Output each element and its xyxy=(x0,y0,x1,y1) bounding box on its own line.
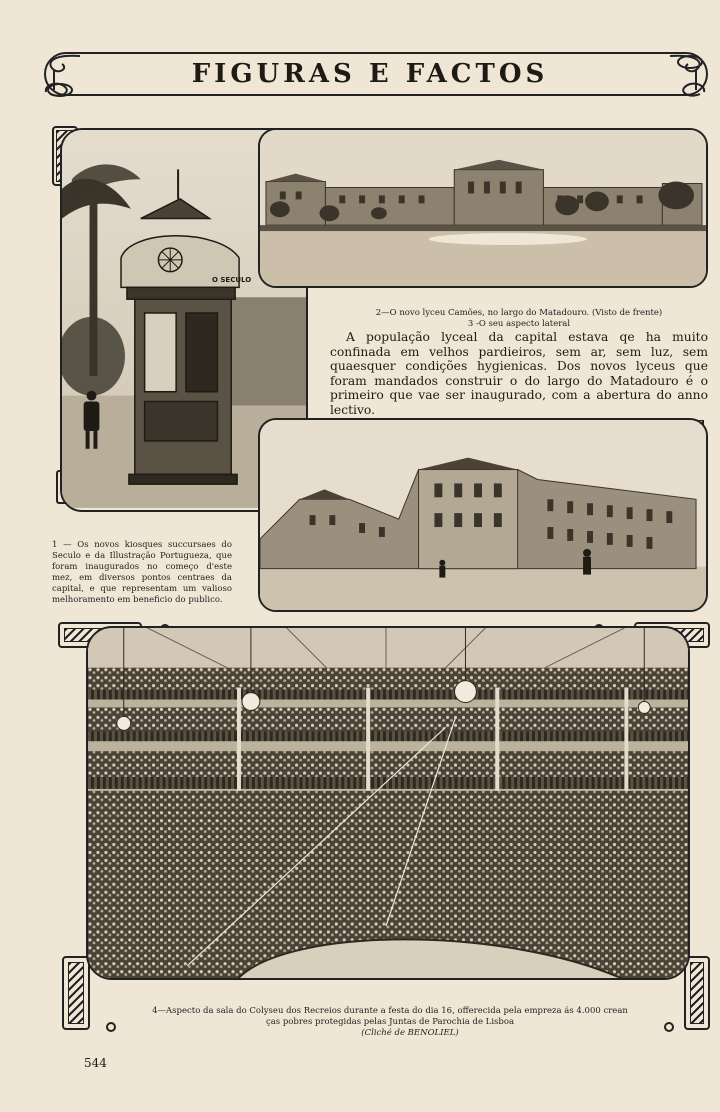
decorative-border xyxy=(62,956,90,1030)
kiosk-caption: 1 — Os novos kiosques succursaes do Seculo e da Illustração Portugueza, que foram inaugurados no começo d'este mez, em diversos pontos centraes da capital, e que representam um valioso melhoramento em beneficio do publico. xyxy=(52,540,232,605)
colyseu-caption xyxy=(120,1006,660,1039)
decorative-ring-icon xyxy=(664,1022,674,1032)
lyceu-side-photo xyxy=(258,418,708,612)
lyceu-caption xyxy=(330,308,708,330)
page-title: FIGURAS E FACTOS xyxy=(191,59,549,89)
lyceu-front-illustration xyxy=(260,130,706,288)
lyceu-side-illustration xyxy=(260,420,706,612)
page-number: 544 xyxy=(84,1056,107,1070)
colyseu-caption-line2: ças pobres protegidas pelas Juntas de Parochia de Lisboa xyxy=(265,1017,515,1027)
scroll-ornament-right-icon xyxy=(664,50,710,98)
decorative-ring-icon xyxy=(106,1022,116,1032)
article-text: A população lyceal da capital estava qe ha muito confinada em velhos pardieiros, sem ar, sem luz, sem quaesquer condições hygienicas. Dos novos lyceus que foram mandados construir o do largo do Matadouro é o primeiro que vae ser inaugurado, com a abertura do anno lectivo. xyxy=(330,330,708,417)
colyseu-illustration xyxy=(88,628,688,980)
lyceu-front-photo xyxy=(258,128,708,288)
colyseu-photo xyxy=(86,626,690,980)
photo-credit: (Cliché de BENOLIEL) xyxy=(361,1028,459,1038)
lyceu-caption-line2: 3 -O seu aspecto lateral xyxy=(467,319,571,329)
colyseu-caption-line1: 4—Aspecto da sala do Colyseu dos Recreios durante a festa do dia 16, offerecida pela empreza ás 4.000 crean xyxy=(152,1006,628,1016)
scroll-ornament-left-icon xyxy=(40,50,86,98)
kiosk-sign: O SECULO xyxy=(212,276,252,284)
lyceu-caption-line1: 2—O novo lyceu Camões, no largo do Matadouro. (Visto de frente) xyxy=(375,308,663,318)
